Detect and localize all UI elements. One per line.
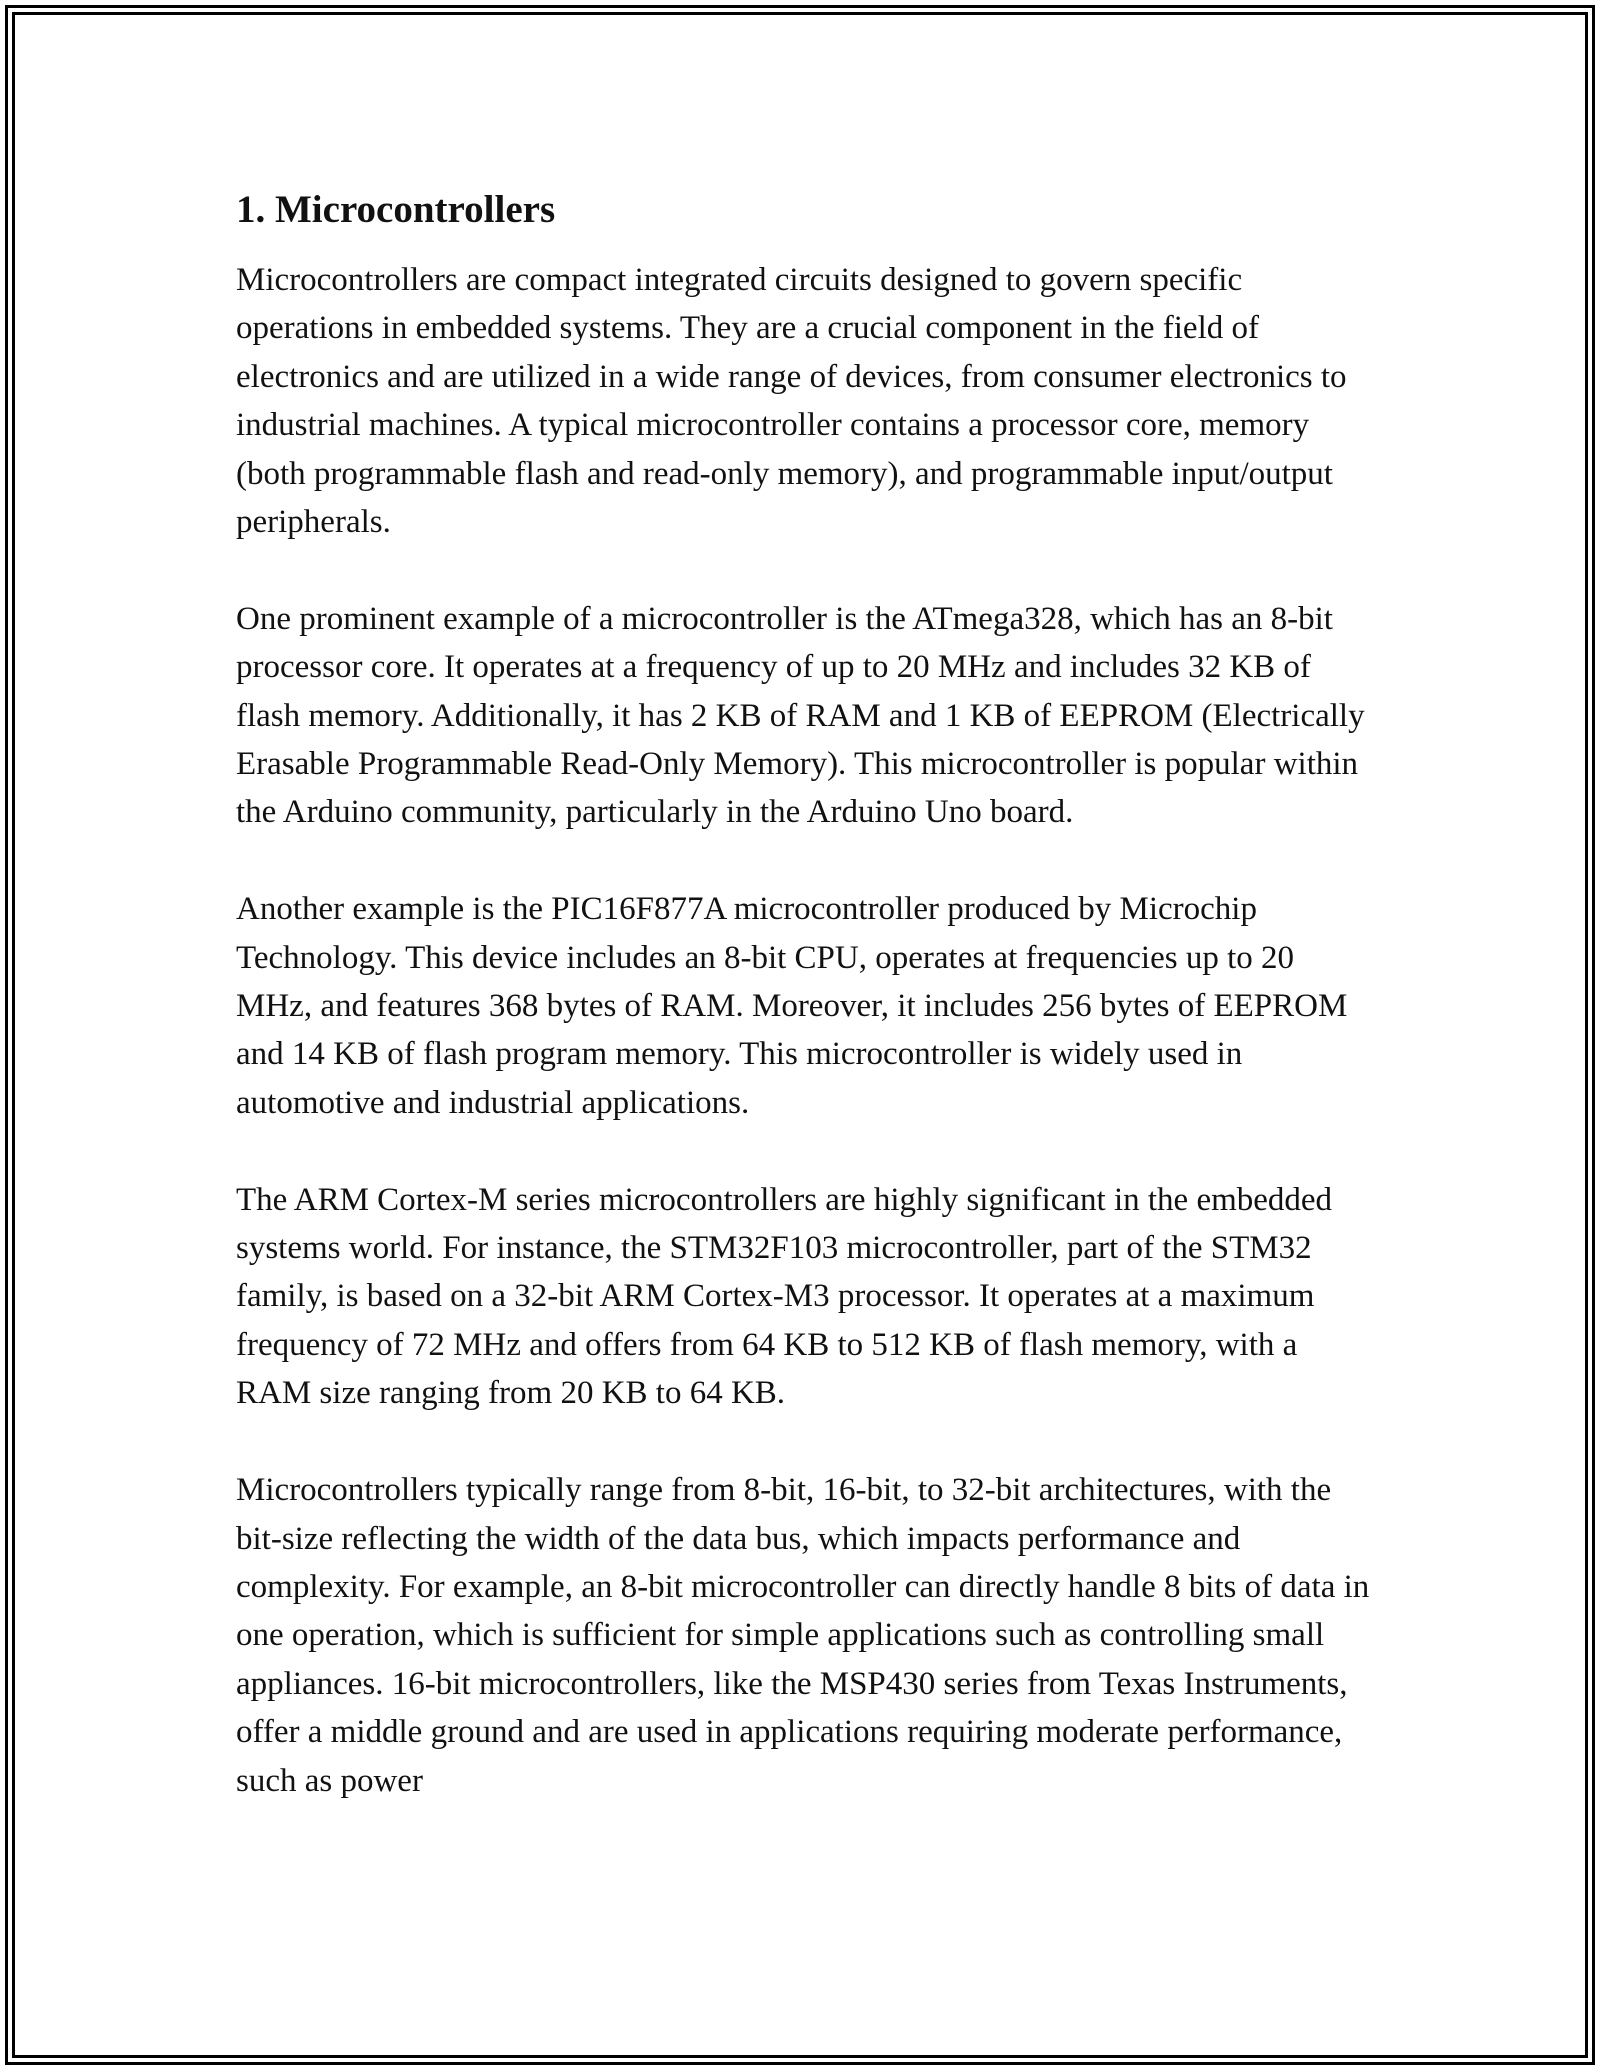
paragraph-atmega328: One prominent example of a microcontroller is the ATmega328, which has an 8-bit processor core. It operates at a frequency of up to 20 MHz and includes 32 KB of flash memory. Additionally, it has 2 KB of RAM and 1 KB of EEPROM (Electrically Erasable Programmable Read-Only Memory). This microcontroller is popular within the Arduino community, particularly in the Arduino Uno board.	[236, 600, 1365, 831]
paragraph-intro: Microcontrollers are compact integrated circuits designed to govern specific operations in embedded systems. They are a crucial component in the field of electronics and are utilized in a wide range of devices, from consumer electronics to industrial machines. A typical microcontroller contains a processor core, memory (both programmable flash and read-only memory), and programmable input/output peripherals.	[236, 262, 1347, 541]
paragraph-architectures: Microcontrollers typically range from 8-bit, 16-bit, to 32-bit architectures, with the bit-size reflecting the width of the data bus, which impacts performance and complexity. For example, an 8-bit microcontroller can directly handle 8 bits of data in one operation, which is sufficient for simple applications such as controlling small appliances. 16-bit microcontrollers, like the MSP430 series from Texas Instruments, offer a middle ground and are used in applications requiring moderate performance, such as power	[236, 1472, 1370, 1799]
section-heading: 1. Microcontrollers	[236, 188, 556, 231]
paragraph-pic16f877a: Another example is the PIC16F877A microcontroller produced by Microchip Technology. This device includes an 8-bit CPU, operates at frequencies up to 20 MHz, and features 368 bytes of RAM. Moreover, it includes 256 bytes of EEPROM and 14 KB of flash program memory. This microcontroller is widely used in automotive and industrial applications.	[236, 891, 1348, 1121]
paragraph-arm-cortex-m: The ARM Cortex-M series microcontrollers are highly significant in the embedded systems world. For instance, the STM32F103 microcontroller, part of the STM32 family, is based on a 32-bit ARM Cortex-M3 processor. It operates at a maximum frequency of 72 MHz and offers from 64 KB to 512 KB of flash memory, with a RAM size ranging from 20 KB to 64 KB.	[236, 1181, 1333, 1412]
document-body	[236, 186, 1376, 1805]
